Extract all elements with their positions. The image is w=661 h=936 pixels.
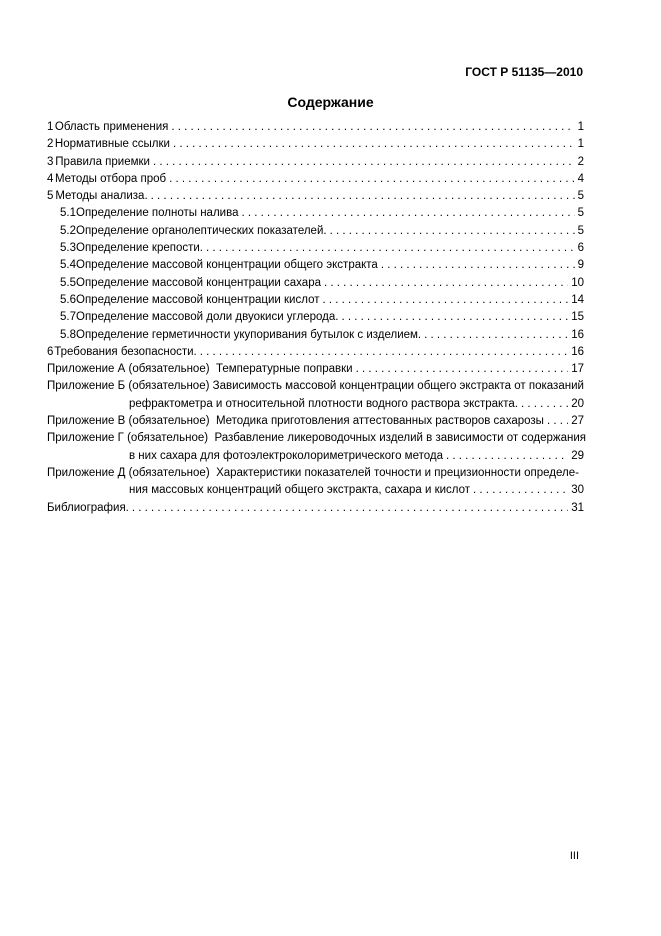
- toc-num: 4: [47, 172, 54, 185]
- appendix-label: Приложение Б (обязательное): [47, 380, 210, 393]
- dot-leader: [341, 311, 568, 323]
- toc-entry-5-5[interactable]: [47, 277, 584, 294]
- dot-leader: [200, 346, 568, 358]
- toc-text-line2: ния массовых концентраций общего экстракта, сахара и кислот: [129, 484, 471, 497]
- toc-entry-5-1[interactable]: [47, 207, 584, 224]
- toc-title: Содержание: [287, 94, 374, 110]
- toc-entry-5-7[interactable]: [47, 311, 584, 328]
- dot-leader: [324, 277, 568, 289]
- toc-num: 5.5: [60, 276, 76, 289]
- toc-page: 16: [571, 328, 584, 341]
- toc-entry-1[interactable]: [47, 121, 584, 138]
- toc-page: 27: [571, 415, 584, 428]
- dot-leader: [446, 450, 568, 462]
- toc-entry-6[interactable]: [47, 346, 584, 363]
- toc-text: Требования безопасности.: [54, 345, 197, 358]
- appendix-label: Приложение Г (обязательное): [47, 432, 209, 445]
- toc-entry-2[interactable]: [47, 138, 584, 155]
- toc-page: 15: [571, 311, 584, 324]
- toc-num: 5.2: [60, 224, 76, 237]
- toc-text: Нормативные ссылки: [54, 138, 170, 151]
- dot-leader: [547, 415, 568, 427]
- toc-page: 20: [571, 397, 584, 410]
- toc-num: 2: [47, 138, 54, 151]
- dot-leader: [132, 502, 568, 514]
- toc-page: 6: [577, 242, 584, 255]
- toc-entry-5-8[interactable]: [47, 329, 584, 346]
- toc-page: 17: [571, 363, 584, 376]
- toc-text: Методика приготовления аттестованных растворов сахарозы: [215, 415, 544, 428]
- toc-page: 16: [571, 345, 584, 358]
- toc-entry-3[interactable]: [47, 156, 584, 173]
- toc-page: 5: [577, 224, 584, 237]
- toc-text: Область применения: [54, 121, 169, 133]
- appendix-label: Приложение В (обязательное): [47, 415, 210, 428]
- toc-page: 14: [571, 293, 584, 306]
- dot-leader: [521, 398, 568, 410]
- toc-page: 29: [571, 449, 584, 462]
- toc-page: 30: [571, 484, 584, 497]
- toc-text: Методы отбора проб: [54, 172, 167, 185]
- toc-page: 5: [577, 190, 584, 203]
- toc-text: Методы анализа.: [55, 190, 148, 203]
- toc-page: 4: [577, 172, 584, 185]
- toc-entry-5-3[interactable]: [47, 242, 584, 259]
- dot-leader: [206, 242, 575, 254]
- table-of-contents: [47, 121, 587, 519]
- toc-text: Определение массовой концентрации кислот: [76, 293, 320, 306]
- toc-entry-5[interactable]: [47, 190, 584, 207]
- toc-entry-4[interactable]: [47, 173, 584, 190]
- appendix-label: Приложение Д (обязательное): [47, 466, 210, 479]
- dot-leader: [322, 294, 568, 306]
- toc-entry-appendix-b[interactable]: [47, 380, 584, 415]
- toc-text: Определение массовой концентрации сахара: [76, 276, 321, 289]
- toc-num: 5.8: [60, 328, 76, 341]
- toc-num: 5.4: [60, 259, 76, 272]
- toc-entry-bibliography[interactable]: [47, 502, 584, 519]
- toc-text: Определение массовой доли двуокиси углерода.: [76, 311, 339, 324]
- toc-num: 5.6: [60, 293, 76, 306]
- toc-num: 3: [47, 155, 54, 168]
- toc-num: 6: [47, 345, 54, 358]
- standard-number: ГОСТ Р 51135—2010: [465, 65, 583, 79]
- dot-leader: [473, 484, 568, 496]
- toc-page: 1: [577, 138, 584, 151]
- toc-text: Правила приемки: [55, 155, 150, 168]
- dot-leader: [153, 156, 575, 168]
- toc-num: 5: [47, 190, 54, 203]
- toc-entry-5-4[interactable]: [47, 259, 584, 276]
- toc-text: Библиография.: [47, 501, 129, 514]
- dot-leader: [151, 190, 575, 202]
- toc-text-line2: рефрактометра и относительной плотности водного раствора экстракта.: [129, 397, 518, 410]
- dot-leader: [381, 259, 575, 271]
- dot-leader: [169, 173, 574, 185]
- toc-page: 10: [571, 276, 584, 289]
- dot-leader: [356, 363, 569, 375]
- dot-leader: [241, 207, 574, 219]
- toc-num: 5.7: [60, 311, 76, 324]
- toc-page: 31: [571, 501, 584, 514]
- toc-text-line1: Характеристики показателей точности и прецизионности определе-: [216, 466, 579, 479]
- toc-text-line1: Разбавление ликероводочных изделий в зависимости от содержания: [214, 432, 587, 445]
- dot-leader: [173, 138, 575, 150]
- toc-text: Определение полноты налива: [76, 207, 239, 220]
- toc-entry-appendix-a[interactable]: [47, 363, 584, 380]
- toc-num: 5.1: [60, 207, 76, 220]
- toc-entry-appendix-g[interactable]: [47, 432, 587, 467]
- toc-text: Определение герметичности укупоривания бутылок с изделием.: [76, 328, 422, 341]
- toc-entry-5-6[interactable]: [47, 294, 584, 311]
- dot-leader: [330, 225, 575, 237]
- toc-page: 2: [577, 155, 584, 168]
- toc-entry-appendix-d[interactable]: [47, 467, 584, 502]
- page-number: III: [569, 850, 579, 862]
- toc-text-line1: Зависимость массовой концентрации общего экстракта от показаний: [212, 380, 584, 393]
- toc-text-line2: в них сахара для фотоэлектроколориметрического метода: [129, 449, 443, 462]
- toc-text: Определение крепости.: [76, 242, 203, 255]
- dot-leader: [171, 121, 574, 133]
- appendix-label: Приложение А (обязательное): [47, 363, 210, 376]
- toc-entry-appendix-v[interactable]: [47, 415, 584, 432]
- toc-page: 9: [577, 259, 584, 272]
- toc-text: Температурные поправки: [215, 363, 353, 376]
- toc-page: 1: [577, 121, 584, 133]
- toc-text: Определение органолептических показателей.: [76, 224, 327, 237]
- toc-text: Определение массовой концентрации общего экстракта: [76, 259, 378, 272]
- toc-num: 1: [47, 121, 54, 133]
- toc-entry-5-2[interactable]: [47, 225, 584, 242]
- dot-leader: [424, 329, 568, 341]
- toc-num: 5.3: [60, 242, 76, 255]
- toc-page: 5: [577, 207, 584, 220]
